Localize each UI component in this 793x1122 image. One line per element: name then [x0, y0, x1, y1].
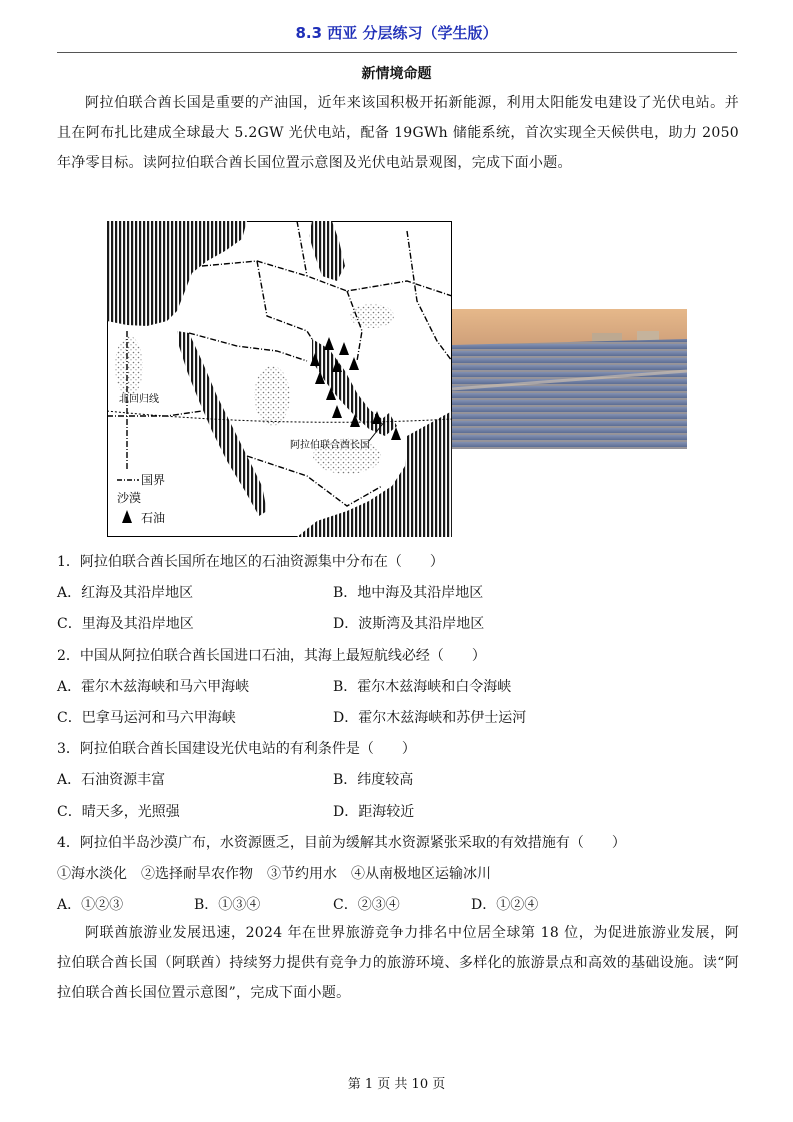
question-2-stem: 2．中国从阿拉伯联合酋长国进口石油，其海上最短航线必经（ ） [57, 648, 486, 664]
question-4-items: ①海水淡化 ②选择耐旱农作物 ③节约用水 ④从南极地区运输冰川 [57, 866, 491, 882]
desert-area [115, 336, 143, 396]
question-3-option-a: A．石油资源丰富 [57, 772, 166, 788]
uae-label: 阿拉伯联合酋长国 [290, 440, 370, 451]
legend-desert-label: 沙漠 [117, 491, 142, 505]
question-4-option-d: D．①②④ [471, 897, 539, 913]
solar-plant-photo [452, 309, 687, 449]
question-4-option-b: B．①③④ [194, 897, 261, 913]
legend-border-label: 国界 [141, 473, 166, 487]
page-footer: 第 1 页 共 10 页 [347, 1077, 446, 1092]
question-1-option-c: C．里海及其沿岸地区 [57, 616, 194, 632]
uae-location-map [107, 221, 452, 537]
tropic-of-cancer-label: 北回归线 [119, 394, 159, 405]
question-3-option-d: D．距海较近 [333, 804, 415, 820]
question-4-stem: 4．阿拉伯半岛沙漠广布，水资源匮乏，目前为缓解其水资源紧张采取的有效措施有（ ） [57, 835, 626, 851]
question-1-option-b: B．地中海及其沿岸地区 [333, 585, 484, 601]
question-2-option-b: B．霍尔木兹海峡和白令海峡 [333, 679, 512, 695]
desert-area [254, 366, 290, 426]
question-2-option-c: C．巴拿马运河和马六甲海峡 [57, 710, 236, 726]
question-1-option-d: D．波斯湾及其沿岸地区 [333, 616, 485, 632]
question-3-option-b: B．纬度较高 [333, 772, 414, 788]
question-1-option-a: A．红海及其沿岸地区 [57, 585, 194, 601]
intro-paragraph: 阿拉伯联合酋长国是重要的产油国，近年来该国积极开拓新能源，利用太阳能发电建设了光伏电站。并且在阿布扎比建成全球最大 5.2GW 光伏电站，配备 19GWh 储能系统，首次实现全天候供电，助力 2050 年净零目标。读阿拉伯联合酋长国位置示意图及光伏电站景观图，完成下面小题。 [57, 95, 739, 171]
question-2-option-d: D．霍尔木兹海峡和苏伊士运河 [333, 710, 527, 726]
legend-oil-label: 石油 [141, 511, 166, 525]
question-4-option-c: C．②③④ [333, 897, 400, 913]
question-1-stem: 1．阿拉伯联合酋长国所在地区的石油资源集中分布在（ ） [57, 554, 444, 570]
section-title: 新情境命题 [361, 66, 432, 82]
page-header-title: 8.3 西亚 分层练习（学生版） [295, 24, 498, 42]
question-2-option-a: A．霍尔木兹海峡和马六甲海峡 [57, 679, 250, 695]
closing-paragraph: 阿联酋旅游业发展迅速，2024 年在世界旅游竞争力排名中位居全球第 18 位，为促进旅游业发展，阿拉伯联合酋长国（阿联酋）持续努力提供有竞争力的旅游环境、多样化的旅游景点和高效的基础设施。读“阿拉伯联合酋长国位置示意图”，完成下面小题。 [57, 925, 739, 1001]
question-4-option-a: A．①②③ [57, 897, 124, 913]
header-divider [57, 52, 737, 53]
question-3-stem: 3．阿拉伯联合酋长国建设光伏电站的有利条件是（ ） [57, 741, 416, 757]
question-3-option-c: C．晴天多，光照强 [57, 804, 180, 820]
